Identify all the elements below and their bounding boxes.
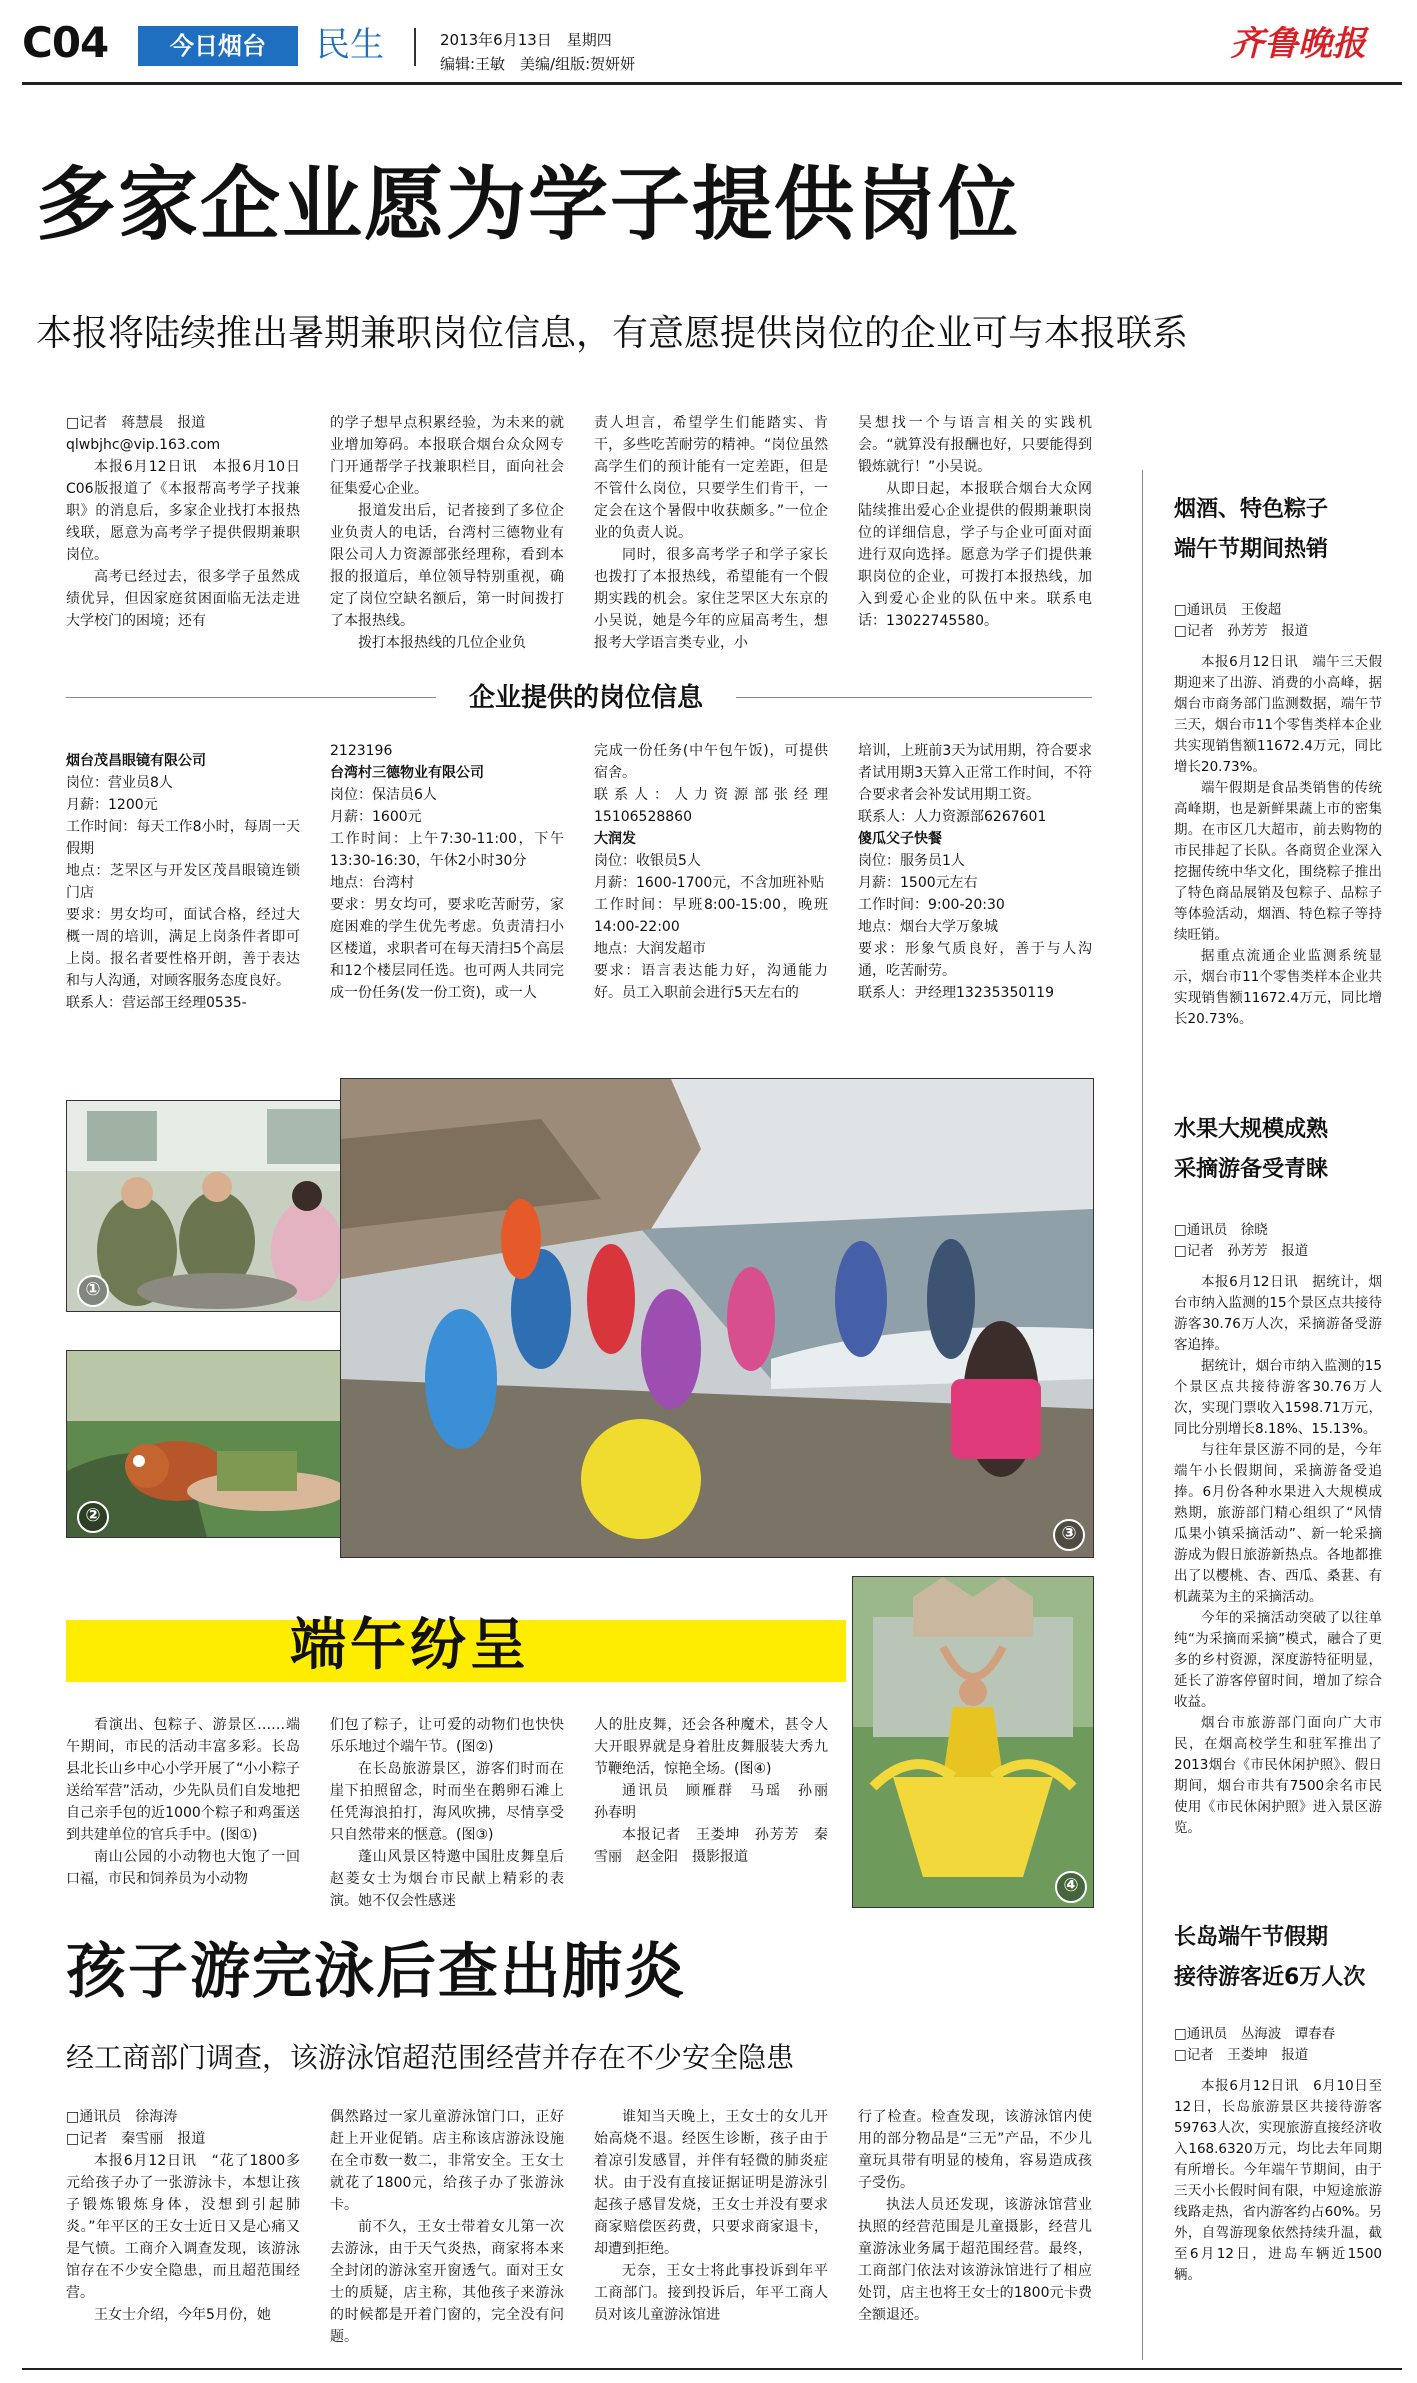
job2-line: 月薪：1600元: [330, 809, 422, 825]
sidebar2-byline: □通讯员 徐晓: [1174, 1222, 1268, 1238]
job4-line: 工作时间：9:00-20:30: [858, 897, 1005, 913]
job4-line: 要求：形象气质良好，善于与人沟通，吃苦耐劳。: [858, 941, 1092, 979]
sidebar1-title-line: 烟酒、特色粽子: [1174, 497, 1329, 522]
story1-p2: 高考已经过去，很多学子虽然成绩优异，但因家庭贫困面临无法走进大学校门的困境；还有: [66, 569, 300, 629]
story3-col4: [858, 2106, 1092, 2326]
sidebar-divider: [1142, 470, 1143, 2360]
job3-line: 要求：语言表达能力好，沟通能力好。员工入职前会进行5天左右的: [594, 963, 828, 1001]
jobs-col2: [330, 740, 564, 1004]
job4-line: 月薪：1500元左右: [858, 875, 978, 891]
sidebar2-p: 烟台市旅游部门面向广大市民，在烟高校学生和驻军推出了2013烟台《市民休闲护照》、假日期间，烟台市共有7500余名市民使用《市民休闲护照》进入景区游览。: [1174, 1715, 1382, 1836]
story2-col1: [66, 1714, 300, 1890]
job2-line: 工作时间：上午7:30-11:00，下午13:30-16:30，午休2小时30分: [330, 831, 564, 869]
story3-p1: 本报6月12日讯 “花了1800多元给孩子办了一张游泳卡，本想让孩子锻炼锻炼身体，没想到引起肺炎。”年平区的王女士近日又是心痛又是气愤。工商介入调查发现，该游泳馆存在不少安全隐患，而且超范围经营。: [66, 2153, 300, 2301]
job2-line: 地点：台湾村: [330, 875, 414, 891]
job3-line: 工作时间：早班8:00-15:00，晚班14:00-22:00: [594, 897, 828, 935]
story3-subhead: 经工商部门调查，该游泳馆超范围经营并存在不少安全隐患: [66, 2041, 795, 2074]
photo-zongzi-soldiers: [66, 1100, 372, 1312]
sidebar3-title: [1174, 1918, 1404, 1998]
footer-rule: [22, 2368, 1402, 2370]
job4-line: 联系人：尹经理13235350119: [858, 985, 1054, 1001]
story1-headline: 多家企业愿为学子提供岗位: [36, 158, 1020, 251]
story2-p1: 看演出、包粽子、游景区……端午期间，市民的活动丰富多彩。长岛县北长山乡中心小学开展了“小小粽子送给军营”活动，少先队员们自发地把自己亲手包的近1000个粽子和鸡蛋送到共建单位的官兵手中。(图①): [66, 1717, 300, 1843]
jobs-title: 企业提供的岗位信息: [468, 683, 703, 713]
sidebar2-title-line: 水果大规模成熟: [1174, 1117, 1329, 1142]
job1-line: 地点：芝罘区与开发区茂昌眼镜连锁门店: [66, 863, 300, 901]
photo-red-panda: [66, 1350, 372, 1538]
story1-col2: [330, 412, 564, 654]
jobs-col4: [858, 740, 1092, 1004]
story1-email: qlwbjhc@vip.163.com: [66, 437, 221, 453]
job4-line: 岗位：服务员1人: [858, 853, 965, 869]
sidebar1-body: [1174, 600, 1382, 1030]
sidebar1-p: 据重点流通企业监测系统显示，烟台市11个零售类样本企业共实现销售额11672.4万元，同比增长20.73%。: [1174, 948, 1382, 1027]
job2-line: 岗位：保洁员6人: [330, 787, 437, 803]
story3-headline: 孩子游完泳后查出肺炎: [66, 1937, 686, 2007]
story1-p9: 从即日起，本报联合烟台大众网陆续推出爱心企业提供的假期兼职岗位的详细信息，学子与企业可面对面进行双向选择。愿意为学子们提供兼职岗位的企业，可拨打本报热线，加入到爱心企业的队伍中来。联系电话：13022745580。: [858, 481, 1092, 629]
issue-date: 2013年6月13日 星期四: [440, 31, 612, 49]
story1-p6: 责人坦言，希望学生们能踏实、肯干，多些吃苦耐劳的精神。“岗位虽然高学生们的预计能有一定差距，但是不管什么岗位，只要学生们肯干，一定会在这个暑假中收获颇多。”一位企业的负责人说。: [594, 415, 828, 541]
story2-col2: [330, 1714, 564, 1912]
sidebar3-byline: □记者 王娄坤 报道: [1174, 2047, 1309, 2063]
story3-p7: 行了检查。检查发现，该游泳馆内使用的部分物品是“三无”产品，不少儿童玩具带有明显的棱角，容易造成孩子受伤。: [858, 2109, 1092, 2191]
story3-byline1: □通讯员 徐海涛: [66, 2109, 178, 2125]
story2-p4: 在长岛旅游景区，游客们时而在崖下拍照留念，时而坐在鹅卵石滩上任凭海浪拍打，海风吹拂，尽情享受只自然带来的惬意。(图③): [330, 1761, 564, 1843]
story2-p2: 南山公园的小动物也大饱了一回口福，市民和饲养员为小动物: [66, 1849, 300, 1887]
job3-line: 岗位：收银员5人: [594, 853, 701, 869]
story3-col1: [66, 2106, 300, 2326]
job1-line: 联系人：营运部王经理0535-: [66, 995, 247, 1011]
job2-company: 台湾村三德物业有限公司: [330, 765, 484, 781]
sidebar2-p: 与往年景区游不同的是，今年端午小长假期间，采摘游备受追捧。6月份各种水果进入大规模成熟期，旅游部门精心组织了“风情瓜果小镇采摘活动”、新一轮采摘游成为假日旅游新热点。各地都推出了以樱桃、杏、西瓜、桑葚、有机蔬菜为主的采摘活动。: [1174, 1442, 1382, 1605]
sidebar1-byline: □通讯员 王俊超: [1174, 602, 1282, 618]
sidebar1-p: 本报6月12日讯 端午三天假期迎来了出游、消费的小高峰，据烟台市商务部门监测数据，端午节三天，烟台市11个零售类样本企业共实现销售额11672.4万元，同比增长20.73%。: [1174, 654, 1382, 775]
story3-p6: 无奈，王女士将此事投诉到年平工商部门。接到投诉后，年平工商人员对该儿童游泳馆进: [594, 2263, 828, 2323]
story2-credit1: 通讯员 顾雁群 马瑶 孙丽 孙春明: [594, 1783, 842, 1821]
sidebar1-byline: □记者 孙芳芳 报道: [1174, 623, 1309, 639]
story1-p8: 吴想找一个与语言相关的实践机会。“就算没有报酬也好，只要能得到锻炼就行！”小吴说。: [858, 415, 1092, 475]
photo-changdao-coast: [340, 1078, 1094, 1558]
jobs-col1: [66, 750, 300, 1014]
story2-title: 端午纷呈: [290, 1613, 530, 1678]
sidebar3-title-line: 长岛端午节假期: [1174, 1925, 1329, 1950]
sidebar2-p: 据统计，烟台市纳入监测的15个景区点共接待游客30.76万人次，实现门票收入1598.71万元，同比分别增长8.18%、15.13%。: [1174, 1358, 1382, 1437]
sidebar3-title-line: 接待游客近6万人次: [1174, 1965, 1366, 1990]
job1-company: 烟台茂昌眼镜有限公司: [66, 753, 206, 769]
story3-byline2: □记者 秦雪丽 报道: [66, 2131, 206, 2147]
story3-p4: 前不久，王女士带着女儿第一次去游泳，由于天气炎热，商家将本来全封闭的游泳室开窗透气。面对王女士的质疑，店主称，其他孩子来游泳的时候都是开着门窗的，完全没有问题。: [330, 2219, 564, 2345]
story3-p8: 执法人员还发现，该游泳馆营业执照的经营范围是儿童摄影，经营儿童游泳业务属于超范围经营。最终，工商部门依法对该游泳馆进行了相应处罚，店主也将王女士的1800元卡费全额退还。: [858, 2197, 1092, 2323]
photo-number-2: ②: [77, 1501, 109, 1533]
story2-p5: 蓬山风景区特邀中国肚皮舞皇后赵菱女士为烟台市民献上精彩的表演。她不仅会性感迷: [330, 1849, 564, 1909]
story2-col3: [594, 1714, 842, 1868]
sidebar1-p: 端午假期是食品类销售的传统高峰期，也是新鲜果蔬上市的密集期。在市区几大超市，前去购物的市民排起了长队。各商贸企业深入挖掘传统中华文化，围绕粽子推出了特色商品展销及包粽子、品粽子等体验活动，烟酒、特色粽子等持续旺销。: [1174, 780, 1382, 943]
story3-col3: [594, 2106, 828, 2326]
editors: 编辑:王敏 美编/组版:贺妍妍: [440, 55, 636, 73]
story3-col2: [330, 2106, 564, 2348]
sidebar3-body: [1174, 2024, 1382, 2286]
sidebar2-body: [1174, 1220, 1382, 1839]
section-tab: 今日烟台: [138, 26, 298, 66]
page-number: C04: [22, 18, 109, 67]
sidebar2-title-line: 采摘游备受青睐: [1174, 1157, 1329, 1182]
job1-line: 2123196: [330, 743, 393, 759]
story1-subhead: 本报将陆续推出暑期兼职岗位信息，有意愿提供岗位的企业可与本报联系: [36, 313, 1189, 354]
job3-line: 培训，上班前3天为试用期，符合要求者试用期3天算入正常工作时间，不符合要求者会补发试用期工资。: [858, 743, 1092, 803]
photo-number-3: ③: [1053, 1519, 1085, 1551]
jobs-col3: [594, 740, 828, 1004]
story1-p4: 报道发出后，记者接到了多位企业负责人的电话，台湾村三德物业有限公司人力资源部张经理称，看到本报的报道后，单位领导特别重视，确定了岗位空缺名额后，第一时间拨打了本报热线。: [330, 503, 564, 629]
story3-p3: 偶然路过一家儿童游泳馆门口，正好赶上开业促销。店主称该店游泳设施在全市数一数二，非常安全。王女士就花了1800元，给孩子办了张游泳卡。: [330, 2109, 564, 2213]
story1-p5: 拨打本报热线的几位企业负: [358, 635, 526, 651]
story3-p5: 谁知当天晚上，王女士的女儿开始高烧不退。经医生诊断，孩子由于着凉引发感冒，并伴有轻微的肺炎症状。由于没有直接证据证明是游泳引起孩子感冒发烧，王女士并没有要求商家赔偿医药费，只要求商家退卡，却遭到拒绝。: [594, 2109, 828, 2257]
job1-line: 工作时间：每天工作8小时，每周一天假期: [66, 819, 300, 857]
header-rule: [22, 82, 1402, 85]
sidebar2-p: 今年的采摘活动突破了以往单纯“为采摘而采摘”模式，融合了更多的乡村资源，深度游特征明显，延长了游客停留时间，增加了综合收益。: [1174, 1610, 1382, 1710]
story2-credit2: 本报记者 王娄坤 孙芳芳 秦雪丽 赵金阳 摄影报道: [594, 1827, 828, 1865]
photo-belly-dancer: [852, 1576, 1094, 1908]
job3-line: 联系人：人力资源部6267601: [858, 809, 1047, 825]
job3-line: 地点：大润发超市: [594, 941, 706, 957]
paper-logo: 齐鲁晚报: [1230, 24, 1366, 64]
jobs-rule-right: [736, 697, 1092, 698]
sidebar3-byline: □通讯员 丛海波 谭春春: [1174, 2026, 1336, 2042]
sidebar2-title: [1174, 1110, 1394, 1190]
job3-line: 月薪：1600-1700元，不含加班补贴: [594, 875, 825, 891]
photo-number-1: ①: [77, 1275, 109, 1307]
photo-number-4: ④: [1055, 1871, 1087, 1903]
job2-line: 完成一份任务(中午包午饭)，可提供宿舍。: [594, 743, 828, 781]
job1-line: 要求：男女均可，面试合格，经过大概一周的培训，满足上岗条件者即可上岗。报名者要性格开朗，善于表达和与人沟通，对顾客服务态度良好。: [66, 907, 300, 989]
story3-p2: 王女士介绍，今年5月份，她: [94, 2307, 271, 2323]
job2-line: 联系人：人力资源部张经理15106528860: [594, 787, 828, 825]
jobs-rule-left: [66, 697, 436, 698]
story1-col3: [594, 412, 828, 654]
job3-company: 大润发: [594, 831, 636, 847]
job1-line: 月薪：1200元: [66, 797, 158, 813]
story2-p3: 们包了粽子，让可爱的动物们也快快乐乐地过个端午节。(图②): [330, 1717, 564, 1755]
story1-p1: 本报6月12日讯 本报6月10日C06版报道了《本报帮高考学子找兼职》的消息后，多家企业找打本报热线联，愿意为高考学子提供假期兼职岗位。: [66, 459, 300, 563]
sidebar3-p: 本报6月12日讯 6月10日至12日，长岛旅游景区共接待游客59763人次，实现旅游直接经济收入168.6320万元，均比去年同期有所增长。今年端午节期间，由于三天小长假时间有限，中短途旅游线路走热，省内游客约占60%。另外，自驾游现象依然持续升温，截至6月12日，进岛车辆近1500辆。: [1174, 2078, 1382, 2283]
story1-col1: [66, 412, 300, 632]
channel-label: 民生: [316, 25, 384, 65]
job1-line: 岗位：营业员8人: [66, 775, 173, 791]
sidebar1-title: [1174, 490, 1394, 570]
job4-company: 傻瓜父子快餐: [858, 831, 942, 847]
story1-byline: □记者 蒋慧晨 报道: [66, 415, 206, 431]
sidebar1-title-line: 端午节期间热销: [1174, 537, 1329, 562]
story1-p3: 的学子想早点积累经验，为未来的就业增加筹码。本报联合烟台众众网专门开通帮学子找兼职栏目，面向社会征集爱心企业。: [330, 415, 564, 497]
job4-line: 地点：烟台大学万象城: [858, 919, 998, 935]
sidebar2-byline: □记者 孙芳芳 报道: [1174, 1243, 1309, 1259]
story2-p6: 人的肚皮舞，还会各种魔术，甚令人大开眼界就是身着肚皮舞服装大秀九节鞭绝活，惊艳全场。(图④): [594, 1717, 828, 1777]
sidebar2-p: 本报6月12日讯 据统计，烟台市纳入监测的15个景区点共接待游客30.76万人次，采摘游备受游客追捧。: [1174, 1274, 1382, 1353]
header-divider: [414, 28, 416, 66]
job2-line: 要求：男女均可，要求吃苦耐劳，家庭困难的学生优先考虑。负责清扫小区楼道，求职者可在每天清扫5个高层和12个楼层同任选。也可两人共同完成一份任务(发一份工资)，或一人: [330, 897, 564, 1001]
story1-col4: [858, 412, 1092, 632]
story1-p7: 同时，很多高考学子和学子家长也拨打了本报热线，希望能有一个假期实践的机会。家住芝罘区大东京的小吴说，她是今年的应届高考生，想报考大学语言类专业，小: [594, 547, 828, 651]
